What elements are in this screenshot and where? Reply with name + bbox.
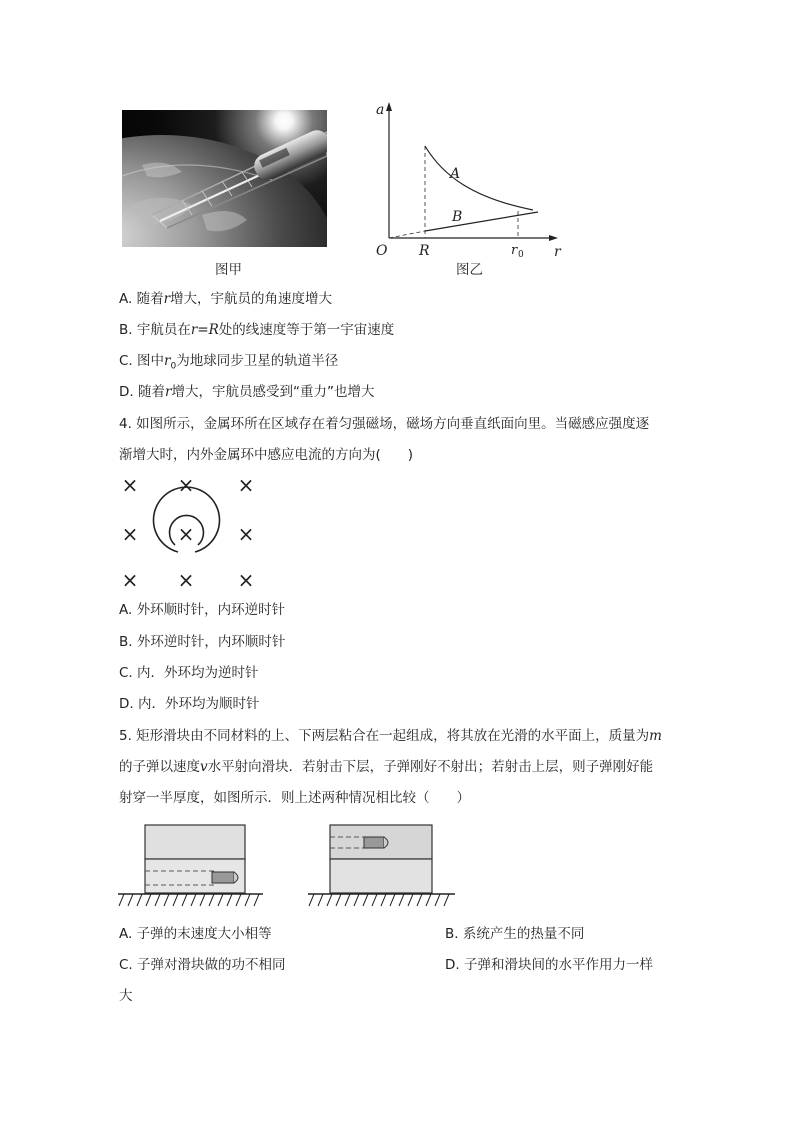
q4-option-b-text: 外环逆时针，内环顺时针 bbox=[136, 634, 286, 650]
field-mark: × bbox=[177, 568, 195, 592]
fig-yi-caption: 图乙 bbox=[456, 262, 483, 278]
q5-mass-var: m bbox=[649, 728, 662, 744]
r0-label: r bbox=[511, 243, 518, 258]
q5-option-d-letter: D. bbox=[445, 957, 460, 973]
q3-option-c-pre: 图中 bbox=[137, 353, 165, 369]
q3-option-c-post: 为地球同步卫星的轨道半径 bbox=[176, 353, 339, 369]
q3-option-d-var: r bbox=[164, 384, 172, 400]
curve-A-label: A bbox=[450, 166, 461, 182]
curve-A bbox=[425, 146, 533, 210]
magnetic-field-rings-figure bbox=[118, 470, 268, 595]
q5-option-b-text: 系统产生的热量不同 bbox=[462, 926, 585, 942]
line-B bbox=[425, 212, 538, 231]
q3-option-d-letter: D. bbox=[119, 384, 134, 400]
field-mark: × bbox=[121, 522, 139, 546]
q3-option-c-var: r bbox=[164, 353, 171, 369]
q5-stem-line2-pre: 的子弹以速度 bbox=[119, 759, 200, 775]
q3-option-c bbox=[119, 352, 338, 376]
q5-velocity-var: v bbox=[200, 759, 208, 775]
fig-jia-caption: 图甲 bbox=[215, 262, 242, 278]
q4-option-a-letter: A. bbox=[119, 602, 133, 618]
q5-option-c-text: 子弹对滑块做的功不相同 bbox=[137, 957, 286, 973]
q5-option-b bbox=[445, 925, 584, 943]
q3-option-d bbox=[119, 383, 374, 401]
space-elevator-illustration bbox=[122, 110, 327, 247]
right-bullet bbox=[364, 837, 388, 848]
q3-option-d-pre: 随着 bbox=[137, 384, 165, 400]
q4-option-d-text: 内．外环均为顺时针 bbox=[137, 696, 260, 712]
field-mark: × bbox=[177, 522, 195, 546]
q3-option-b-pre: 宇航员在 bbox=[136, 322, 191, 338]
q5-option-d-wrap: 大 bbox=[119, 988, 133, 1004]
q5-option-a bbox=[119, 925, 272, 943]
q4-stem-line1: 4. 如图所示，金属环所在区域存在着匀强磁场，磁场方向垂直纸面向里。当磁感应强度逐 bbox=[119, 416, 650, 432]
R-label: R bbox=[419, 243, 430, 259]
q4-option-d-letter: D. bbox=[119, 696, 134, 712]
field-mark: × bbox=[237, 522, 255, 546]
q4-option-a-text: 外环顺时针，内环逆时针 bbox=[136, 602, 286, 618]
y-axis-arrow bbox=[386, 102, 392, 111]
origin-label: O bbox=[376, 243, 388, 259]
q3-option-b-letter: B. bbox=[119, 322, 133, 338]
q5-stem-line1-text: 5. 矩形滑块由不同材料的上、下两层粘合在一起组成，将其放在光滑的水平面上，质量为 bbox=[119, 728, 650, 744]
acceleration-radius-graph bbox=[368, 98, 568, 263]
x-axis-label: r bbox=[554, 244, 561, 260]
field-mark: × bbox=[121, 568, 139, 592]
q5-option-c bbox=[119, 956, 286, 974]
q3-option-a-letter: A. bbox=[119, 291, 133, 307]
q3-option-a-post: 增大，宇航员的角速度增大 bbox=[170, 291, 333, 307]
q3-option-c-sub: 0 bbox=[170, 361, 177, 372]
q4-option-c-letter: C. bbox=[119, 665, 133, 681]
space-elevator-photo bbox=[122, 110, 327, 247]
q5-option-b-letter: B. bbox=[445, 926, 459, 942]
q4-option-a bbox=[119, 601, 285, 619]
q3-option-d-post: 增大，宇航员感受到“重力”也增大 bbox=[171, 384, 375, 400]
field-mark: × bbox=[237, 473, 255, 497]
left-bullet bbox=[212, 872, 238, 883]
q3-option-a bbox=[119, 290, 332, 308]
q3-option-c-letter: C. bbox=[119, 353, 133, 369]
y-axis-label: a bbox=[376, 102, 385, 118]
q4-option-d bbox=[119, 695, 259, 713]
q3-option-a-var: r bbox=[163, 291, 171, 307]
dashed-B-extension bbox=[389, 231, 425, 238]
r0-subscript: 0 bbox=[518, 250, 524, 260]
q3-option-b bbox=[119, 321, 394, 339]
q4-option-c bbox=[119, 664, 259, 682]
q5-option-a-text: 子弹的末速度大小相等 bbox=[136, 926, 272, 942]
field-mark: × bbox=[237, 568, 255, 592]
q5-stem-line1 bbox=[119, 727, 662, 745]
q3-option-b-var: r=R bbox=[190, 322, 219, 338]
q3-option-b-post: 处的线速度等于第一宇宙速度 bbox=[218, 322, 395, 338]
q5-stem-line2 bbox=[119, 758, 653, 776]
q5-option-a-letter: A. bbox=[119, 926, 133, 942]
q4-option-b-letter: B. bbox=[119, 634, 133, 650]
right-block-lower-layer bbox=[330, 859, 432, 893]
q4-option-b bbox=[119, 633, 285, 651]
q5-option-d-text: 子弹和滑块间的水平作用力一样 bbox=[463, 957, 653, 973]
field-mark: × bbox=[121, 473, 139, 497]
q4-stem-line2: 渐增大时，内外金属环中感应电流的方向为( ) bbox=[119, 447, 414, 463]
bullet-block-figure bbox=[118, 820, 463, 912]
q4-option-c-text: 内．外环均为逆时针 bbox=[137, 665, 259, 681]
x-axis-arrow bbox=[549, 235, 558, 241]
left-block-upper-layer bbox=[145, 825, 245, 859]
q3-option-a-pre: 随着 bbox=[136, 291, 164, 307]
q5-stem-line2-post: 水平射向滑块．若射击下层，子弹刚好不射出；若射击上层，则子弹刚好能 bbox=[207, 759, 654, 775]
q5-stem-line3: 射穿一半厚度，如图所示．则上述两种情况相比较（ ） bbox=[119, 790, 470, 806]
curve-B-label: B bbox=[452, 209, 463, 225]
field-mark: × bbox=[177, 473, 195, 497]
q5-option-c-letter: C. bbox=[119, 957, 133, 973]
q5-option-d bbox=[445, 956, 653, 974]
